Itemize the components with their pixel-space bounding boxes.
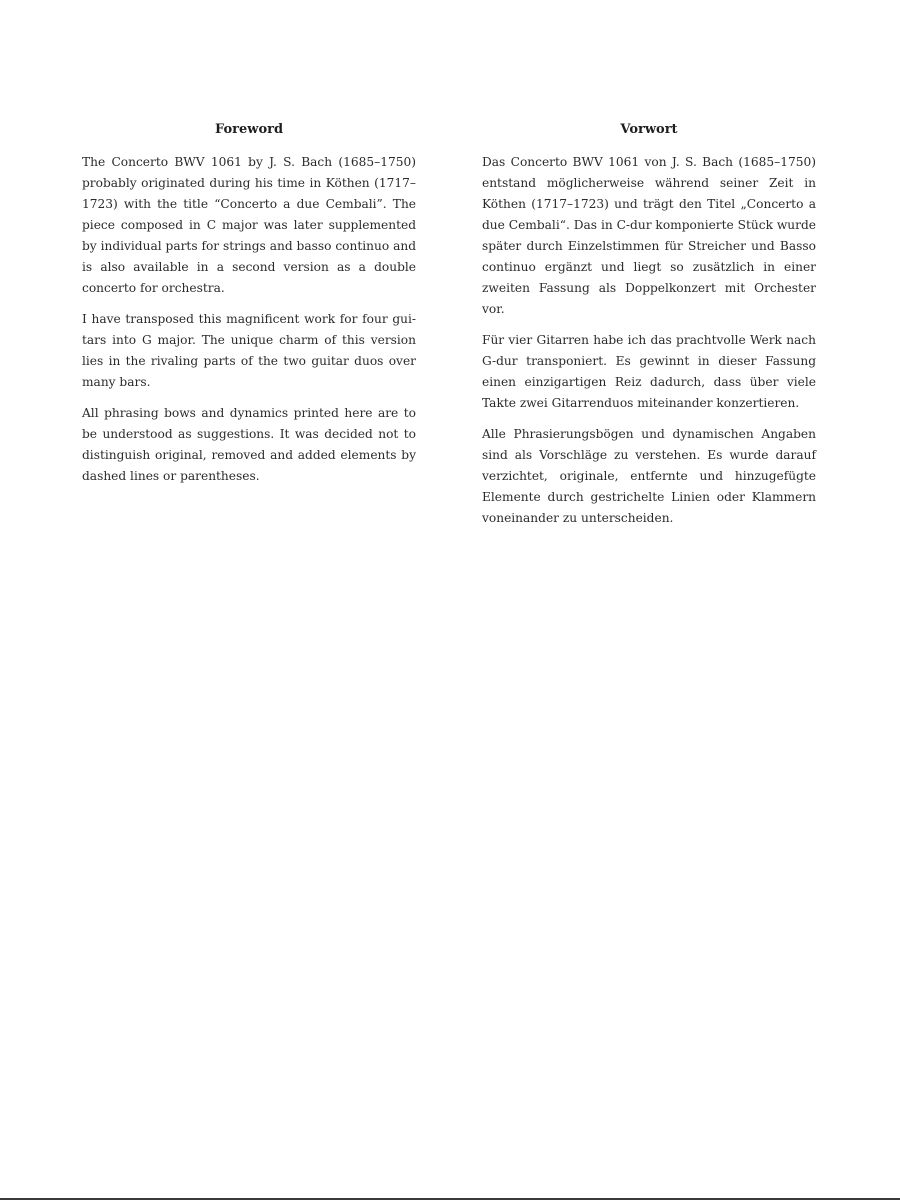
foreword-paragraph-3: All phrasing bows and dynamics printed here are to be understood as suggestions. It was decided not to distinguish original, removed and added elements by dashed lines or parentheses. [82, 406, 416, 483]
foreword-paragraph-2: I have transposed this magnificent work for four guitars into G major. The unique charm of this version lies in the rivaling parts of the two guitar duos over many bars. [82, 312, 416, 389]
foreword-column-english [82, 121, 416, 497]
vorwort-paragraph-1: Das Concerto BWV 1061 von J. S. Bach (1685–1750) entstand möglicherweise während seiner Zeit in Köthen (1717–1723) und trägt den Titel „Concerto a due Cembali“. Das in C-dur komponierte Stück wurde später durch Einzelstimmen für Streicher und Basso continuo ergänzt und liegt so zusätzlich in einer zweiten Fassung als Doppelkonzert mit Orchester vor. [482, 155, 816, 316]
foreword-paragraph-1: The Concerto BWV 1061 by J. S. Bach (1685–1750) probably originated during his time in Köthen (1717–1723) with the title “Concerto a due Cembali”. The piece composed in C major was later supplemented by individual parts for strings and basso continuo and is also available in a second version as a double concerto for orchestra. [82, 155, 416, 295]
vorwort-paragraph-3: Alle Phrasierungsbögen und dynamischen Angaben sind als Vorschläge zu verstehen. Es wurde darauf verzichtet, originale, entfernte und hinzugefügte Elemente durch gestrichelte Linien oder Klammern voneinander zu unterscheiden. [482, 427, 816, 525]
foreword-title: Foreword [214, 122, 284, 137]
vorwort-column-german [482, 121, 816, 539]
vorwort-paragraph-2: Für vier Gitarren habe ich das prachtvolle Werk nach G-dur transponiert. Es gewinnt in dieser Fassung einen einzigartigen Reiz dadurch, dass über viele Takte zwei Gitarrenduos miteinander konzertieren. [482, 333, 816, 410]
vorwort-title: Vorwort [620, 122, 678, 137]
